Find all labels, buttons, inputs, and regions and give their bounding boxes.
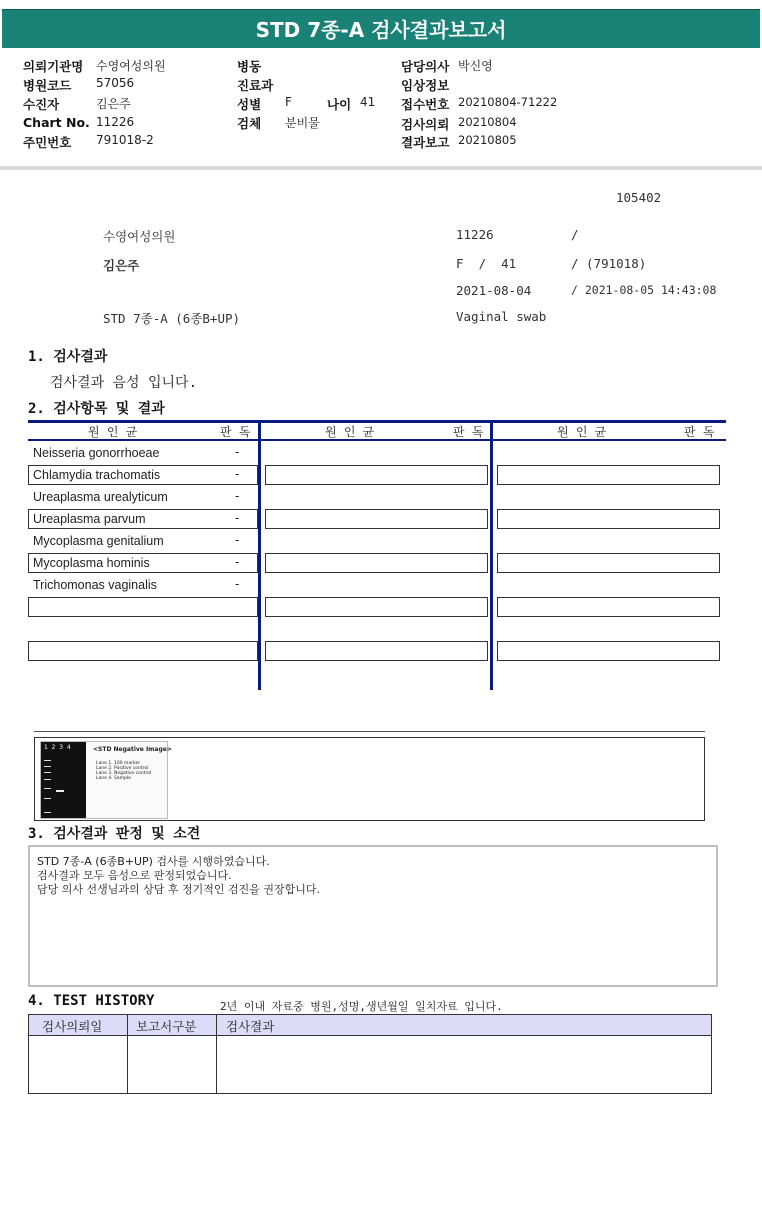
- result-row-box: [265, 597, 488, 617]
- header-label: 검사의뢰: [401, 117, 450, 132]
- header-label: 임상정보: [401, 78, 450, 93]
- specimen: Vaginal swab: [456, 309, 547, 324]
- gel-top-rule: [34, 731, 705, 732]
- result-row-box: [265, 641, 488, 661]
- grid-divider: [490, 420, 493, 690]
- col-result-header: 판 독: [453, 425, 484, 439]
- organism-name: Trichomonas vaginalis: [33, 578, 157, 592]
- col-organism-header: 원 인 균: [325, 425, 375, 439]
- result-row-box: [497, 641, 720, 661]
- organism-name: Mycoplasma genitalium: [33, 534, 164, 548]
- result-row-box: [28, 641, 258, 661]
- comment-line: 담당 의사 선생님과의 상담 후 정기적인 검진을 권장합니다.: [37, 883, 320, 896]
- header-value: 57056: [96, 76, 135, 90]
- result-row-box: [265, 509, 488, 529]
- section2-title: 2. 검사항목 및 결과: [28, 401, 165, 417]
- organism-name: Chlamydia trachomatis: [33, 468, 161, 482]
- gel-title: <STD Negative Image>: [93, 746, 172, 753]
- header-label: 의뢰기관명: [23, 59, 84, 74]
- header-label: 수진자: [23, 97, 60, 112]
- organism-name: Mycoplasma hominis: [33, 556, 150, 570]
- result-row-box: [497, 509, 720, 529]
- test-name: STD 7종-A (6종B+UP): [103, 311, 241, 326]
- organism-name: Ureaplasma parvum: [33, 512, 146, 526]
- header-value: 41: [360, 95, 376, 109]
- organism-name: Neisseria gonorrhoeae: [33, 446, 160, 460]
- header-value: 20210804: [458, 115, 517, 129]
- header-label: 접수번호: [401, 97, 450, 112]
- header-value: 791018-2: [96, 133, 154, 147]
- report-title: STD 7종-A 검사결과보고서: [2, 9, 760, 48]
- section4-title: 4. TEST HISTORY: [28, 993, 155, 1009]
- gel-legend-item: Lane 1. 100 marker: [96, 761, 141, 766]
- history-col-divider: [216, 1015, 217, 1093]
- header-divider: [0, 166, 762, 170]
- header-label: 주민번호: [23, 135, 72, 150]
- col-result-header: 판 독: [220, 425, 251, 439]
- history-col-result: 검사결과: [226, 1019, 275, 1034]
- header-value: 박신영: [458, 59, 493, 73]
- header-value: 11226: [96, 115, 135, 129]
- organism-result: -: [235, 467, 240, 481]
- header-label: 결과보고: [401, 135, 450, 150]
- gel-legend-item: Lane 2. Positive control: [96, 766, 149, 771]
- gel-legend-item: Lane 3. Negative control: [96, 771, 152, 776]
- header-value: 분비물: [285, 116, 320, 130]
- header-value: 김은주: [96, 97, 131, 111]
- organism-result: -: [235, 445, 240, 459]
- header-label: 병동: [237, 59, 262, 74]
- organism-name: Ureaplasma urealyticum: [33, 490, 168, 504]
- header-value: 20210804-71222: [458, 95, 558, 109]
- col-organism-header: 원 인 균: [88, 425, 138, 439]
- comment-line: STD 7종-A (6종B+UP) 검사를 시행하였습니다.: [37, 855, 270, 868]
- history-header: [29, 1015, 711, 1036]
- header-label: 검체: [237, 116, 262, 131]
- result-row-box: [497, 597, 720, 617]
- header-value: 20210805: [458, 133, 517, 147]
- section1-title: 1. 검사결과: [28, 349, 108, 365]
- gel-lane-numbers: 1 2 3 4: [44, 744, 71, 751]
- sex-age: F / 41: [456, 256, 517, 271]
- history-col-request-date: 검사의뢰일: [42, 1019, 103, 1034]
- col-result-header: 판 독: [684, 425, 715, 439]
- request-date: 2021-08-04: [456, 283, 532, 298]
- clinic-name: 수영여성의원: [103, 229, 176, 244]
- result-row-box: [265, 553, 488, 573]
- comment-line: 검사결과 모두 음성으로 판정되었습니다.: [37, 869, 232, 882]
- header-label: 담당의사: [401, 59, 450, 74]
- header-label: 병원코드: [23, 78, 72, 93]
- result-row-box: [497, 465, 720, 485]
- patient-name: 김은주: [103, 258, 140, 273]
- gel-legend-item: Lane 4. Sample: [96, 776, 131, 781]
- report-code: 105402: [616, 190, 662, 205]
- section3-title: 3. 검사결과 판정 및 소견: [28, 826, 201, 842]
- organism-result: -: [235, 533, 240, 547]
- header-value: 수영여성의원: [96, 59, 166, 73]
- result-row-box: [497, 553, 720, 573]
- gel-lanes: [41, 742, 86, 818]
- organism-result: -: [235, 555, 240, 569]
- result-row-box: [28, 597, 258, 617]
- chart-number: 11226: [456, 227, 494, 242]
- organism-result: -: [235, 489, 240, 503]
- history-note: 2년 이내 자료중 병원,성명,생년월일 일치자료 입니다.: [220, 1000, 503, 1013]
- organism-result: -: [235, 511, 240, 525]
- history-col-report-type: 보고서구분: [136, 1019, 197, 1034]
- result-row-box: [265, 465, 488, 485]
- col-organism-header: 원 인 균: [557, 425, 607, 439]
- header-value: F: [285, 95, 292, 109]
- header-label: 진료과: [237, 78, 274, 93]
- organism-result: -: [235, 577, 240, 591]
- history-col-divider: [127, 1015, 128, 1093]
- grid-divider: [258, 420, 261, 690]
- header-label: Chart No.: [23, 115, 90, 130]
- birth-date: / (791018): [571, 256, 647, 271]
- header-label: 나이: [327, 97, 352, 112]
- separator: /: [571, 227, 579, 242]
- report-datetime: / 2021-08-05 14:43:08: [571, 283, 717, 297]
- result-summary: 검사결과 음성 입니다.: [50, 375, 198, 391]
- header-label: 성별: [237, 97, 262, 112]
